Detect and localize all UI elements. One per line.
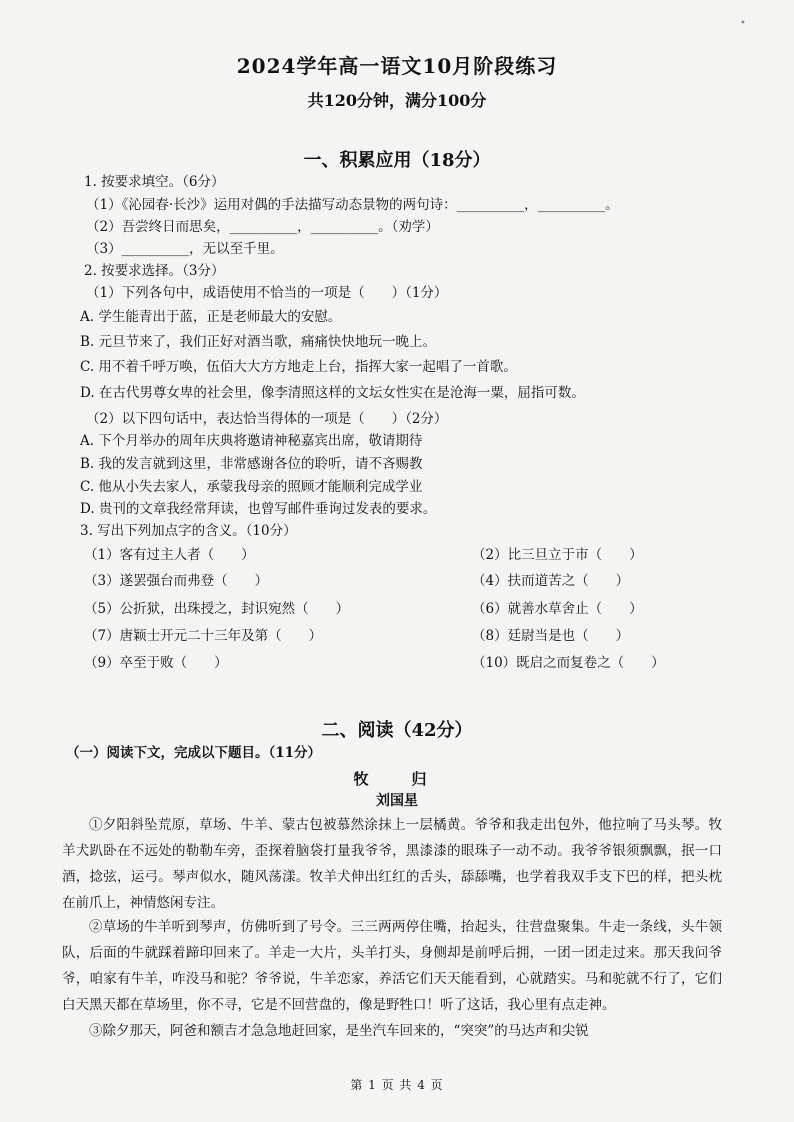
q3-stem: 3. 写出下列加点字的含义。（10分） <box>80 523 297 539</box>
q3-item-9: （9）卒至于败（ ） <box>84 655 228 671</box>
q1-item-3: （3）__________，无以至千里。 <box>86 241 284 257</box>
q3-item-3: （3）遂罢强台而弗登（ ） <box>84 573 269 589</box>
q2-sub1-option-d: D. 在古代男尊女卑的社会里，像李清照这样的文坛女性实在是沧海一粟，屈指可数。 <box>80 385 585 401</box>
q3-item-2: （2）比三旦立于市（ ） <box>472 547 643 563</box>
q1-item-2: （2）吾尝终日而思矣，__________，__________。（劝学） <box>86 219 439 235</box>
q3-item-5: （5）公折狱，出珠授之，封识宛然（ ） <box>84 601 350 617</box>
q3-item-10: （10）既启之而复卷之（ ） <box>472 655 665 671</box>
article-paragraph-2: ②草场的牛羊听到琴声，仿佛听到了号令。三三两两停住嘴，抬起头，往营盘聚集。牛走一条线，头牛领队，后面的牛就踩着蹄印回来了。羊走一大片，头羊打头，身侧却是前呼后拥，一团一团走过来。那天我问爷爷，咱家有牛羊，咋没马和驼？爷爷说，牛羊恋家，养活它们天天能看到，心就踏实。马和驼就不行了，它们白天黑天都在草场里，你不寻，它是不回营盘的，像是野牲口！听了这话，我心里有点走神。 <box>62 919 722 1013</box>
exam-title: 2024学年高一语文10月阶段练习 <box>236 54 558 78</box>
q2-sub2-option-a: A. 下个月举办的周年庆典将邀请神秘嘉宾出席，敬请期待 <box>80 433 423 449</box>
q3-item-6: （6）就善水草舍止（ ） <box>472 601 643 617</box>
q2-sub2-option-d: D. 贵刊的文章我经常拜读，也曾写邮件垂询过发表的要求。 <box>80 501 437 517</box>
reading-sub-heading: （一）阅读下文，完成以下题目。（11分） <box>66 745 322 761</box>
q2-stem: 2. 按要求选择。（3分） <box>84 263 225 279</box>
q3-item-7: （7）唐颖士开元二十三年及第（ ） <box>84 628 323 644</box>
q2-sub1-option-b: B. 元旦节来了，我们正好对酒当歌，痛痛快快地玩一晚上。 <box>80 334 437 350</box>
exam-subtitle: 共120分钟，满分100分 <box>307 91 487 110</box>
q2-sub-1: （1）下列各句中，成语使用不恰当的一项是（ ）（1分） <box>86 285 448 301</box>
article-paragraph-3: ③除夕那天，阿爸和额吉才急急地赶回家，是坐汽车回来的，“突突”的马达声和尖锐 <box>89 1023 589 1039</box>
q2-sub-2: （2）以下四句话中，表达恰当得体的一项是（ ）（2分） <box>86 411 448 427</box>
section-1-heading: 一、积累应用（18分） <box>303 150 491 171</box>
section-2-heading: 二、阅读（42分） <box>321 720 473 741</box>
corner-mark: • <box>740 18 746 29</box>
q3-item-1: （1）客有过主人者（ ） <box>84 547 255 563</box>
article-author: 刘国星 <box>376 793 418 809</box>
q1-item-1: （1）《沁园春·长沙》运用对偶的手法描写动态景物的两句诗：__________，__________。 <box>86 197 619 213</box>
q2-sub1-option-a: A. 学生能青出于蓝，正是老师最大的安慰。 <box>80 309 342 325</box>
q3-item-8: （8）廷尉当是也（ ） <box>472 628 630 644</box>
q2-sub2-option-c: C. 他从小失去家人，承蒙我母亲的照顾才能顺利完成学业 <box>80 479 423 495</box>
q2-sub2-option-b: B. 我的发言就到这里，非常感谢各位的聆听，请不吝赐教 <box>80 456 423 472</box>
page-footer: 第 1 页 共 4 页 <box>350 1078 444 1092</box>
article-paragraph-1: ①夕阳斜坠荒原，草场、牛羊、蒙古包被慕然涂抹上一层橘黄。爷爷和我走出包外，他拉响了马头琴。牧羊犬趴卧在不远处的勒勒车旁，歪探着脑袋打量我爷爷，黑漆漆的眼珠子一动不动。我爷爷银须飘飘，抿一口酒，捻弦，运弓。琴声似水，随风荡漾。牧羊犬伸出红红的舌头，舔舔嘴，也学着我双手支下巴的样，把头枕在前爪上，神情悠闲专注。 <box>62 817 722 911</box>
article-title: 牧 归 <box>353 770 441 788</box>
q1-stem: 1. 按要求填空。（6分） <box>84 174 225 190</box>
q2-sub1-option-c: C. 用不着千呼万唤，伍佰大大方方地走上台，指挥大家一起唱了一首歌。 <box>80 359 517 375</box>
q3-item-4: （4）扶而道苦之（ ） <box>472 573 630 589</box>
